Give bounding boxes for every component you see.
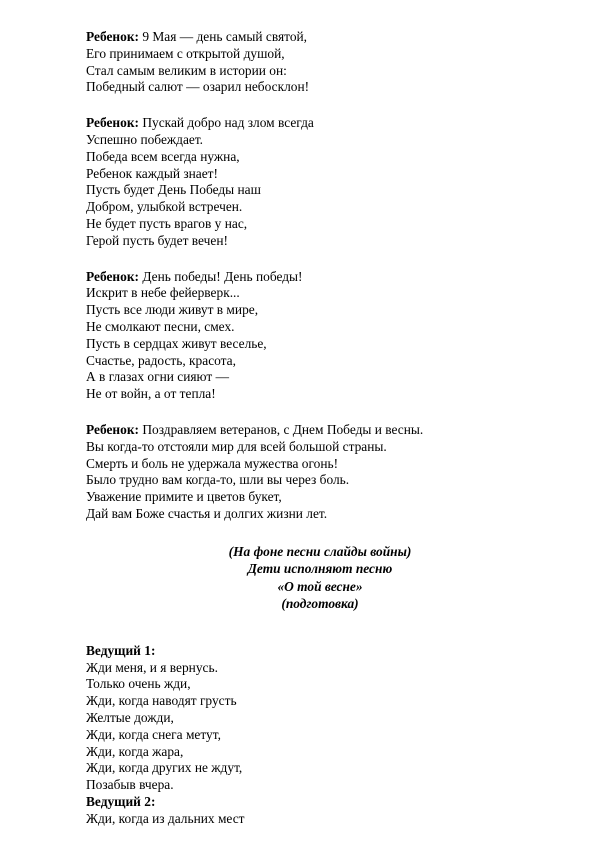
- verse-line: Пусть все люди живут в мире,: [86, 302, 259, 318]
- verse-line: Позабыв вчера.: [86, 777, 174, 793]
- stage-direction-line: Дети исполняют песню: [247, 561, 393, 577]
- document-page: [86, 29, 566, 827]
- speaker-label: Ребенок:: [86, 29, 139, 44]
- verse-line: Жди, когда наводят грусть: [86, 693, 237, 709]
- verse-line: Смерть и боль не удержала мужества огонь!: [86, 455, 339, 471]
- stanza-first-line: [86, 422, 566, 439]
- verse-text: День победы! День победы!: [139, 268, 303, 284]
- verse-line: Только очень жди,: [86, 676, 191, 692]
- stanza-first-line: [86, 269, 566, 286]
- verse-line: Жди, когда других не ждут,: [86, 760, 243, 776]
- verse-line: Пусть в сердцах живут веселье,: [86, 335, 267, 351]
- speaker-label: Ребенок:: [86, 115, 139, 131]
- stage-direction-line: (На фоне песни слайды войны): [228, 543, 412, 559]
- stage-direction: [150, 543, 490, 613]
- verse-line: Герой пусть будет вечен!: [86, 232, 228, 248]
- verse-line: Вы когда-то отстояли мир для всей большой страны.: [86, 438, 387, 454]
- verse-line: А в глазах огни сияют —: [86, 369, 229, 385]
- verse-line: Жди, когда жара,: [86, 743, 184, 759]
- verse-line: Победа всем всегда нужна,: [86, 148, 240, 164]
- verse-line: Не от войн, а от тепла!: [86, 386, 216, 402]
- verse-line: Не будет пусть врагов у нас,: [86, 215, 248, 231]
- stanza-first-line: [86, 29, 566, 46]
- verse-line: Искрит в небе фейерверк...: [86, 285, 240, 301]
- verse-line: Жди, когда из дальних мест: [86, 810, 245, 826]
- host-1-label: Ведущий 1:: [86, 642, 156, 658]
- stanza-2: [86, 115, 566, 249]
- verse-text: 9 Мая — день самый святой,: [139, 29, 308, 44]
- host-2-label: Ведущий 2:: [86, 793, 156, 809]
- stanza-1: [86, 29, 566, 96]
- verse-line: Дай вам Боже счастья и долгих жизни лет.: [86, 505, 328, 521]
- stage-direction-line: (подготовка): [281, 596, 359, 612]
- speaker-label: Ребенок:: [86, 268, 139, 284]
- stanza-first-line: [86, 115, 566, 132]
- verse-line: Стал самым великим в истории он:: [86, 62, 287, 78]
- verse-text: Поздравляем ветеранов, с Днем Победы и весны.: [139, 421, 424, 437]
- stage-direction-line: «О той весне»: [277, 578, 363, 594]
- verse-text: Пускай добро над злом всегда: [139, 115, 314, 131]
- verse-line: Не смолкают песни, смех.: [86, 318, 235, 334]
- verse-line: Пусть будет День Победы наш: [86, 182, 261, 198]
- host-2-section: [86, 794, 566, 828]
- verse-line: Жди, когда снега метут,: [86, 726, 221, 742]
- verse-line: Уважение примите и цветов букет,: [86, 489, 282, 505]
- stanza-3: [86, 269, 566, 403]
- stanza-4: [86, 422, 566, 523]
- verse-line: Успешно побеждает.: [86, 131, 204, 147]
- host-1-section: [86, 643, 566, 794]
- verse-line: Счастье, радость, красота,: [86, 352, 236, 368]
- verse-line: Его принимаем с открытой душой,: [86, 45, 285, 61]
- verse-line: Ребенок каждый знает!: [86, 165, 218, 181]
- speaker-label: Ребенок:: [86, 421, 139, 437]
- verse-line: Победный салют — озарил небосклон!: [86, 79, 310, 95]
- verse-line: Желтые дожди,: [86, 709, 174, 725]
- verse-line: Жди меня, и я вернусь.: [86, 659, 218, 675]
- verse-line: Было трудно вам когда-то, шли вы через боль.: [86, 472, 350, 488]
- verse-line: Добром, улыбкой встречен.: [86, 199, 243, 215]
